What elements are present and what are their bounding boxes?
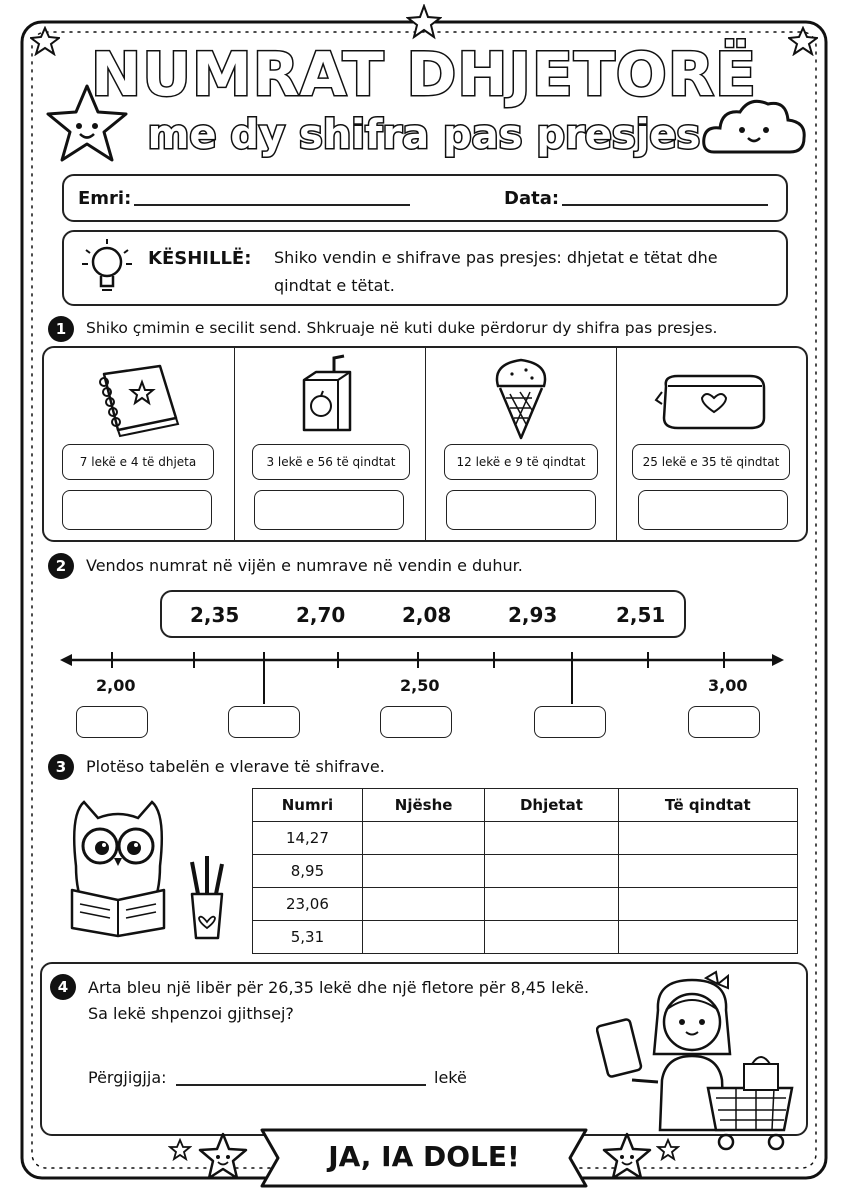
answer-box[interactable] — [638, 490, 788, 530]
juice-box-icon — [290, 354, 370, 438]
value-chip: 2,35 — [190, 603, 240, 627]
star-icon — [168, 1138, 192, 1162]
table-cell-input[interactable] — [618, 822, 797, 855]
name-label: Emri: — [78, 188, 132, 209]
tip-text-line1: Shiko vendin e shifrave pas presjes: dhjetat e tëtat dhe — [274, 248, 718, 267]
smiling-star-icon — [196, 1132, 250, 1182]
table-cell-input[interactable] — [485, 822, 618, 855]
table-cell-input[interactable] — [362, 855, 485, 888]
price-label-pencil-case: 25 lekë e 35 të qindtat — [632, 444, 790, 480]
table-row — [253, 888, 798, 921]
pencil-case-icon — [652, 364, 776, 434]
table-cell-input[interactable] — [362, 921, 485, 954]
tip-label: KËSHILLË: — [148, 248, 252, 269]
answer-field[interactable] — [176, 1084, 426, 1086]
tip-box — [62, 230, 788, 306]
answer-box[interactable] — [254, 490, 404, 530]
name-field[interactable] — [134, 204, 410, 206]
table-cell-number: 23,06 — [253, 888, 363, 921]
pencil-cup-icon — [182, 852, 232, 942]
place-value-table — [252, 788, 798, 954]
tick-label-end: 3,00 — [708, 676, 748, 695]
page-subtitle: me dy shifra pas presjes — [147, 112, 701, 158]
value-chip: 2,51 — [616, 603, 666, 627]
question-2-text: Vendos numrat në vijën e numrave në vendin e duhur. — [86, 556, 523, 575]
table-cell-input[interactable] — [362, 888, 485, 921]
answer-label: Përgjigjja: — [88, 1068, 167, 1087]
tick-label-start: 2,00 — [96, 676, 136, 695]
number-line-answer-box[interactable] — [76, 706, 148, 738]
number-line — [60, 644, 784, 704]
value-chip: 2,08 — [402, 603, 452, 627]
footer-text: JA, IA DOLE! — [328, 1140, 520, 1173]
notebook-icon — [90, 360, 186, 438]
price-label-notebook: 7 lekë e 4 të dhjeta — [62, 444, 214, 480]
table-cell-input[interactable] — [618, 921, 797, 954]
smiling-star-icon — [600, 1132, 654, 1182]
star-icon — [656, 1138, 680, 1162]
question-number-3: 3 — [48, 754, 74, 780]
question-number-1: 1 — [48, 316, 74, 342]
answer-box[interactable] — [446, 490, 596, 530]
table-header: Numri — [253, 789, 363, 822]
ice-cream-icon — [488, 350, 554, 442]
answer-box[interactable] — [62, 490, 212, 530]
question-1-text: Shiko çmimin e secilit send. Shkruaje në kuti duke përdorur dy shifra pas presjes. — [86, 319, 718, 337]
table-header: Të qindtat — [618, 789, 797, 822]
price-label-ice-cream: 12 lekë e 9 të qindtat — [444, 444, 598, 480]
page-title: NUMRAT DHJETORË — [91, 40, 757, 110]
q1-items-box — [42, 346, 808, 542]
value-chip: 2,70 — [296, 603, 346, 627]
date-field[interactable] — [562, 204, 768, 206]
table-cell-input[interactable] — [485, 921, 618, 954]
question-number-4: 4 — [50, 974, 76, 1000]
table-cell-input[interactable] — [618, 888, 797, 921]
table-cell-input[interactable] — [485, 855, 618, 888]
table-cell-input[interactable] — [618, 855, 797, 888]
star-icon — [406, 4, 442, 40]
price-label-juice: 3 lekë e 56 të qindtat — [252, 444, 410, 480]
question-4-line2: Sa lekë shpenzoi gjithsej? — [88, 1004, 294, 1023]
values-box — [160, 590, 686, 638]
table-cell-input[interactable] — [362, 822, 485, 855]
tick-label-mid: 2,50 — [400, 676, 440, 695]
owl-reading-icon — [62, 796, 174, 944]
table-cell-number: 5,31 — [253, 921, 363, 954]
name-date-box — [62, 174, 788, 222]
answer-unit: lekë — [434, 1068, 467, 1087]
number-line-answer-box[interactable] — [380, 706, 452, 738]
question-number-2: 2 — [48, 553, 74, 579]
number-line-answer-box[interactable] — [534, 706, 606, 738]
table-cell-number: 8,95 — [253, 855, 363, 888]
date-label: Data: — [504, 188, 560, 209]
question-3-text: Plotëso tabelën e vlerave të shifrave. — [86, 757, 385, 776]
table-cell-input[interactable] — [485, 888, 618, 921]
value-chip: 2,93 — [508, 603, 558, 627]
table-header: Njëshe — [362, 789, 485, 822]
table-row — [253, 822, 798, 855]
table-header: Dhjetat — [485, 789, 618, 822]
lightbulb-icon — [78, 236, 136, 300]
tip-text-line2: qindtat e tëtat. — [274, 276, 395, 295]
table-row — [253, 921, 798, 954]
number-line-answer-box[interactable] — [228, 706, 300, 738]
number-line-answer-box[interactable] — [688, 706, 760, 738]
table-cell-number: 14,27 — [253, 822, 363, 855]
table-row — [253, 855, 798, 888]
question-4-line1: Arta bleu një libër për 26,35 lekë dhe një fletore për 8,45 lekë. — [88, 978, 590, 997]
